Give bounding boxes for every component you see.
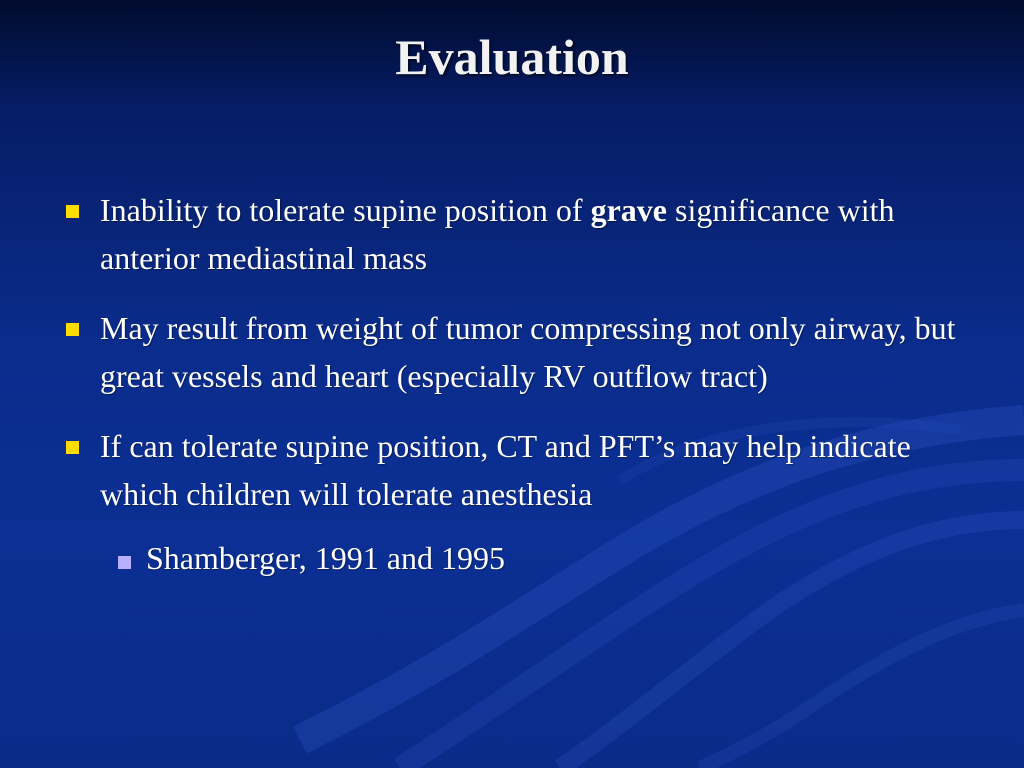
sub-bullet-item bbox=[60, 534, 970, 582]
square-bullet-icon bbox=[66, 323, 79, 336]
bullet-item bbox=[60, 422, 970, 518]
bullet-item bbox=[60, 304, 970, 400]
slide-title: Evaluation bbox=[395, 29, 629, 85]
square-sub-bullet-icon bbox=[118, 556, 131, 569]
bullet-item bbox=[60, 186, 970, 282]
bullet-list bbox=[60, 186, 970, 582]
square-bullet-icon bbox=[66, 205, 79, 218]
bullet-text: significance with anterior mediastinal mass bbox=[100, 192, 895, 276]
sub-bullet-text: Shamberger, 1991 and 1995 bbox=[146, 540, 505, 576]
bullet-bold-text: grave bbox=[590, 192, 667, 228]
bullet-text: Inability to tolerate supine position of bbox=[100, 192, 591, 228]
square-bullet-icon bbox=[66, 441, 79, 454]
bullet-text: May result from weight of tumor compressing not only airway, but great vessels and heart (especially RV outflow tract) bbox=[100, 310, 956, 394]
bullet-text: If can tolerate supine position, CT and PFT’s may help indicate which children will tolerate anesthesia bbox=[100, 428, 911, 512]
